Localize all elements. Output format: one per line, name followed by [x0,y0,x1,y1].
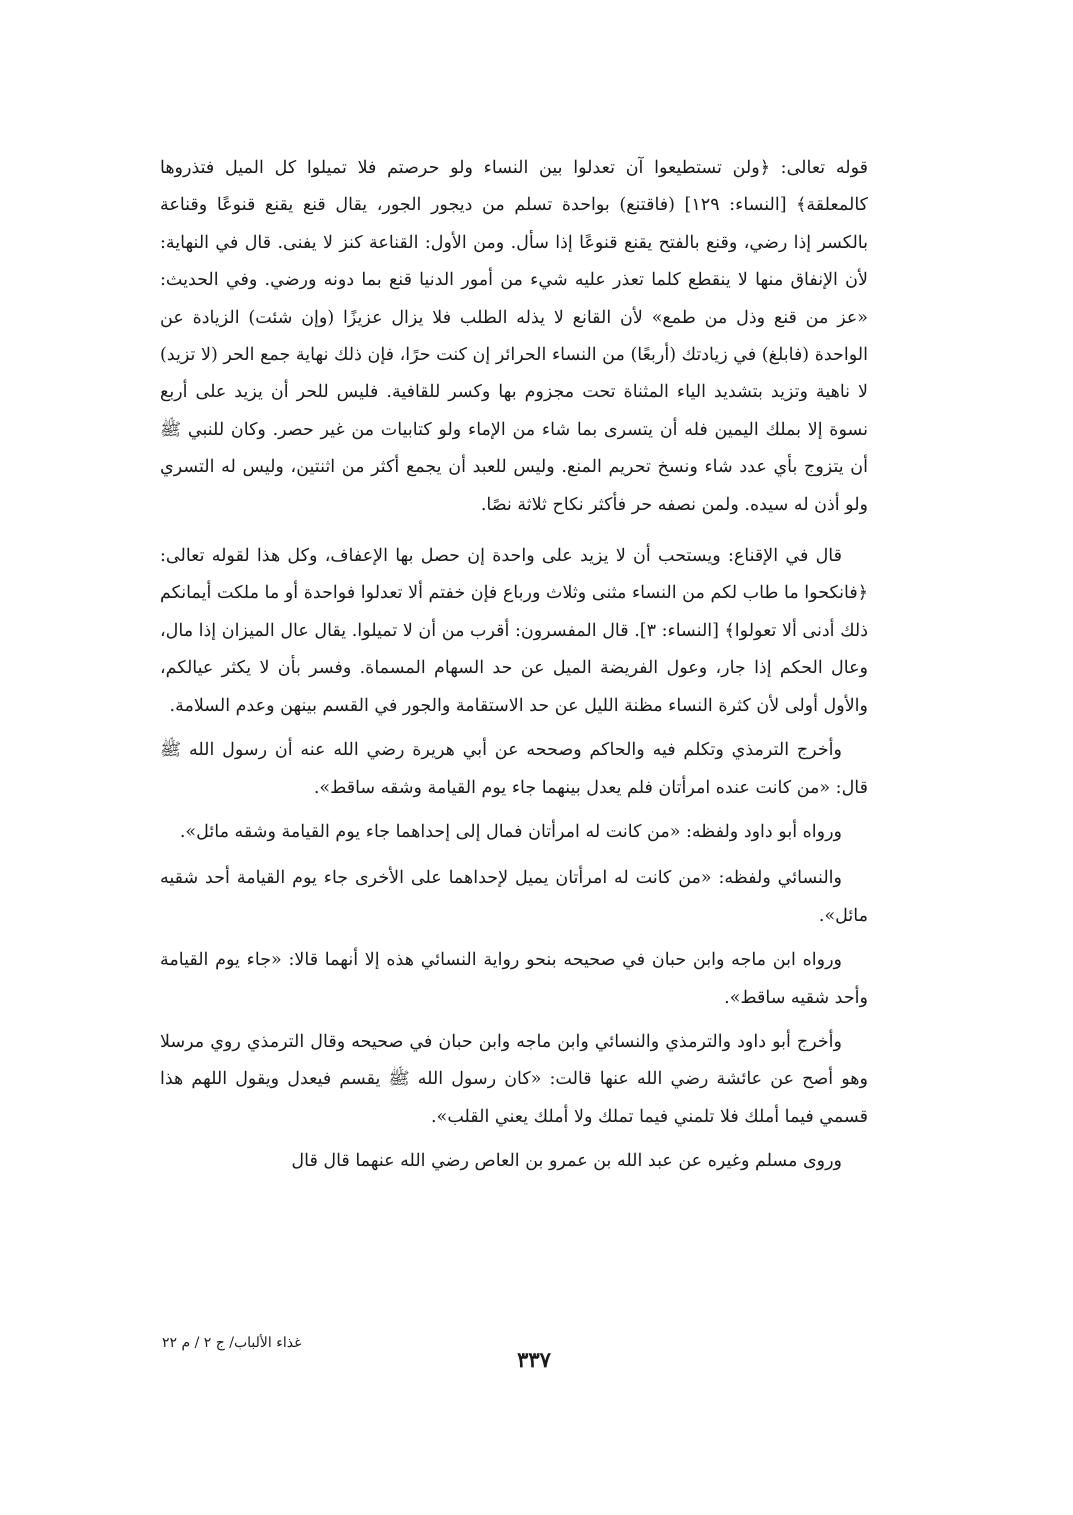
text-line: حد السهام المسماة. وفسر بأن لا يكثر عيالكم، والأول أولى لأن كثرة النساء مظنة الليل عن [160,658,868,716]
paragraph-1 [160,150,868,524]
paragraph-4 [160,814,868,851]
paragraph-2 [160,538,868,725]
text-line: ورواه أبو داود ولفظه: «من كانت له امرأتان فمال إلى إحداهما جاء يوم القيامة وشقه [234,821,842,842]
text-line: وأخرج أبو داود والترمذي والنسائي وابن ماجه وابن حبان في صحيحه وقال الترمذي [246,1031,842,1052]
text-line: فواحدة أو ما ملكت أيمانكم ذلك أدنى ألا تعولوا﴾ [النساء: ٣]. قال المفسرون: أقرب من [160,583,868,641]
text-line: ورواه ابن ماجه وابن حبان في صحيحه بنحو رواية النسائي هذه إلا أنهما قالا: «جاء [246,950,842,971]
text-line: بما دونه ورضي. وفي الحديث: «عز من قنع وذل من طمع» لأن القانع لا يذله الطلب [160,270,868,328]
text-line: وروى مسلم وغيره عن عبد الله بن عمرو بن العاص رضي الله عنهما قال قال [291,1151,842,1172]
text-line: إن كنت حرًا، فإن ذلك نهاية جمع الحر (لا تزيد) لا ناهية وتزيد بتشديد الياء المثناة تحت [160,345,868,403]
paragraph-8 [160,1143,868,1180]
paragraph-3 [160,732,868,807]
text-line: روي مرسلا وهو أصح عن عائشة رضي الله عنها قالت: «كان رسول الله ﷺ يقسم فيعدل [160,1031,868,1090]
text-line: قال في الإقناع: ويستحب أن لا يزيد على واحدة إن حصل بها الإعفاف، وكل هذا [256,546,842,567]
paragraph-7 [160,1024,868,1136]
text-line: سيده. ولمن نصفه حر فأكثر نكاح ثلاثة نصًا. [480,494,789,515]
text-line: حد الاستقامة والجور في القسم بينهن وعدم السلامة. [169,695,550,716]
text-line: وأخرج الترمذي وتكلم فيه والحاكم وصححه عن أبي هريرة رضي الله عنه أن [274,740,842,761]
text-line: لقوله تعالى: ﴿فانكحوا ما طاب لكم من النساء مثنى وثلاث ورباع فإن خفتم ألا تعدلوا [160,546,868,604]
text-line: وقناعة بالكسر إذا رضي، وقنع بالفتح يقنع قنوعًا إذا سأل. ومن الأول: القناعة كنز لا [160,195,868,253]
text-line: أن لا تميلوا. يقال عال الميزان إذا مال، وعال الحكم إذا جار، وعول الفريضة الميل عن [160,620,868,679]
text-line: شاء ونسخ تحريم المنع. وليس للعبد أن يجمع أكثر من اثنتين، وليس له التسري ولو أذن له [160,457,868,515]
paragraph-5 [160,860,868,935]
text-line: أحد شقيه مائل». [160,868,868,926]
text-line: قوله تعالى: ﴿ولن تستطيعوا آن تعدلوا بين النساء ولو حرصتم فلا تميلوا كل الميل فتذروها [160,158,868,178]
text-line: كالمعلقة﴾ [النساء: ١٢٩] (فاقتنع) بواحدة تسلم من ديجور الجور، يقال قنع يقنع قنوعًا [216,195,868,216]
paragraph-6 [160,942,868,1017]
page-number: ٣٣٧ [517,1347,551,1372]
text-line: رسول الله ﷺ قال: «من كانت عنده امرأتان فلم يعدل بينهما جاء يوم القيامة وشقه ساقط». [160,740,868,798]
text-line: ويقول اللهم هذا قسمي فيما أملك فلا تلمني فيما تملك ولا أملك يعني القلب». [160,1069,868,1127]
text-line: والنسائي ولفظه: «من كانت له امرأتان يميل لإحداهما على الأخرى جاء يوم القيامة [236,868,842,889]
footer-source-reference: غذاء الألباب/ ج ٢ / م ٢٢ [162,1335,302,1351]
text-line: فلا يزال عزيزًا (وإن شئت) الزيادة عن الواحدة (فابلغ) في زيادتك (أربعًا) من النساء الحرائر [160,307,868,366]
text-line: مائل». [179,821,229,842]
text-line: مجزوم بها وكسر للقافية. فليس للحر أن يزيد على أربع نسوة إلا بملك اليمين فله أن [160,382,868,440]
text-line: يفنى. قال في النهاية: لأن الإنفاق منها لا ينقطع كلما تعذر عليه شيء من أمور الدنيا قنع [160,232,868,291]
text-line: يوم القيامة وأحد شقيه ساقط». [160,950,868,1008]
document-body [160,150,868,1181]
text-line: يتسرى بما شاء من الإماء ولو كتابيات من غير حصر. وكان للنبي ﷺ أن يتزوج بأي عدد [160,419,868,478]
